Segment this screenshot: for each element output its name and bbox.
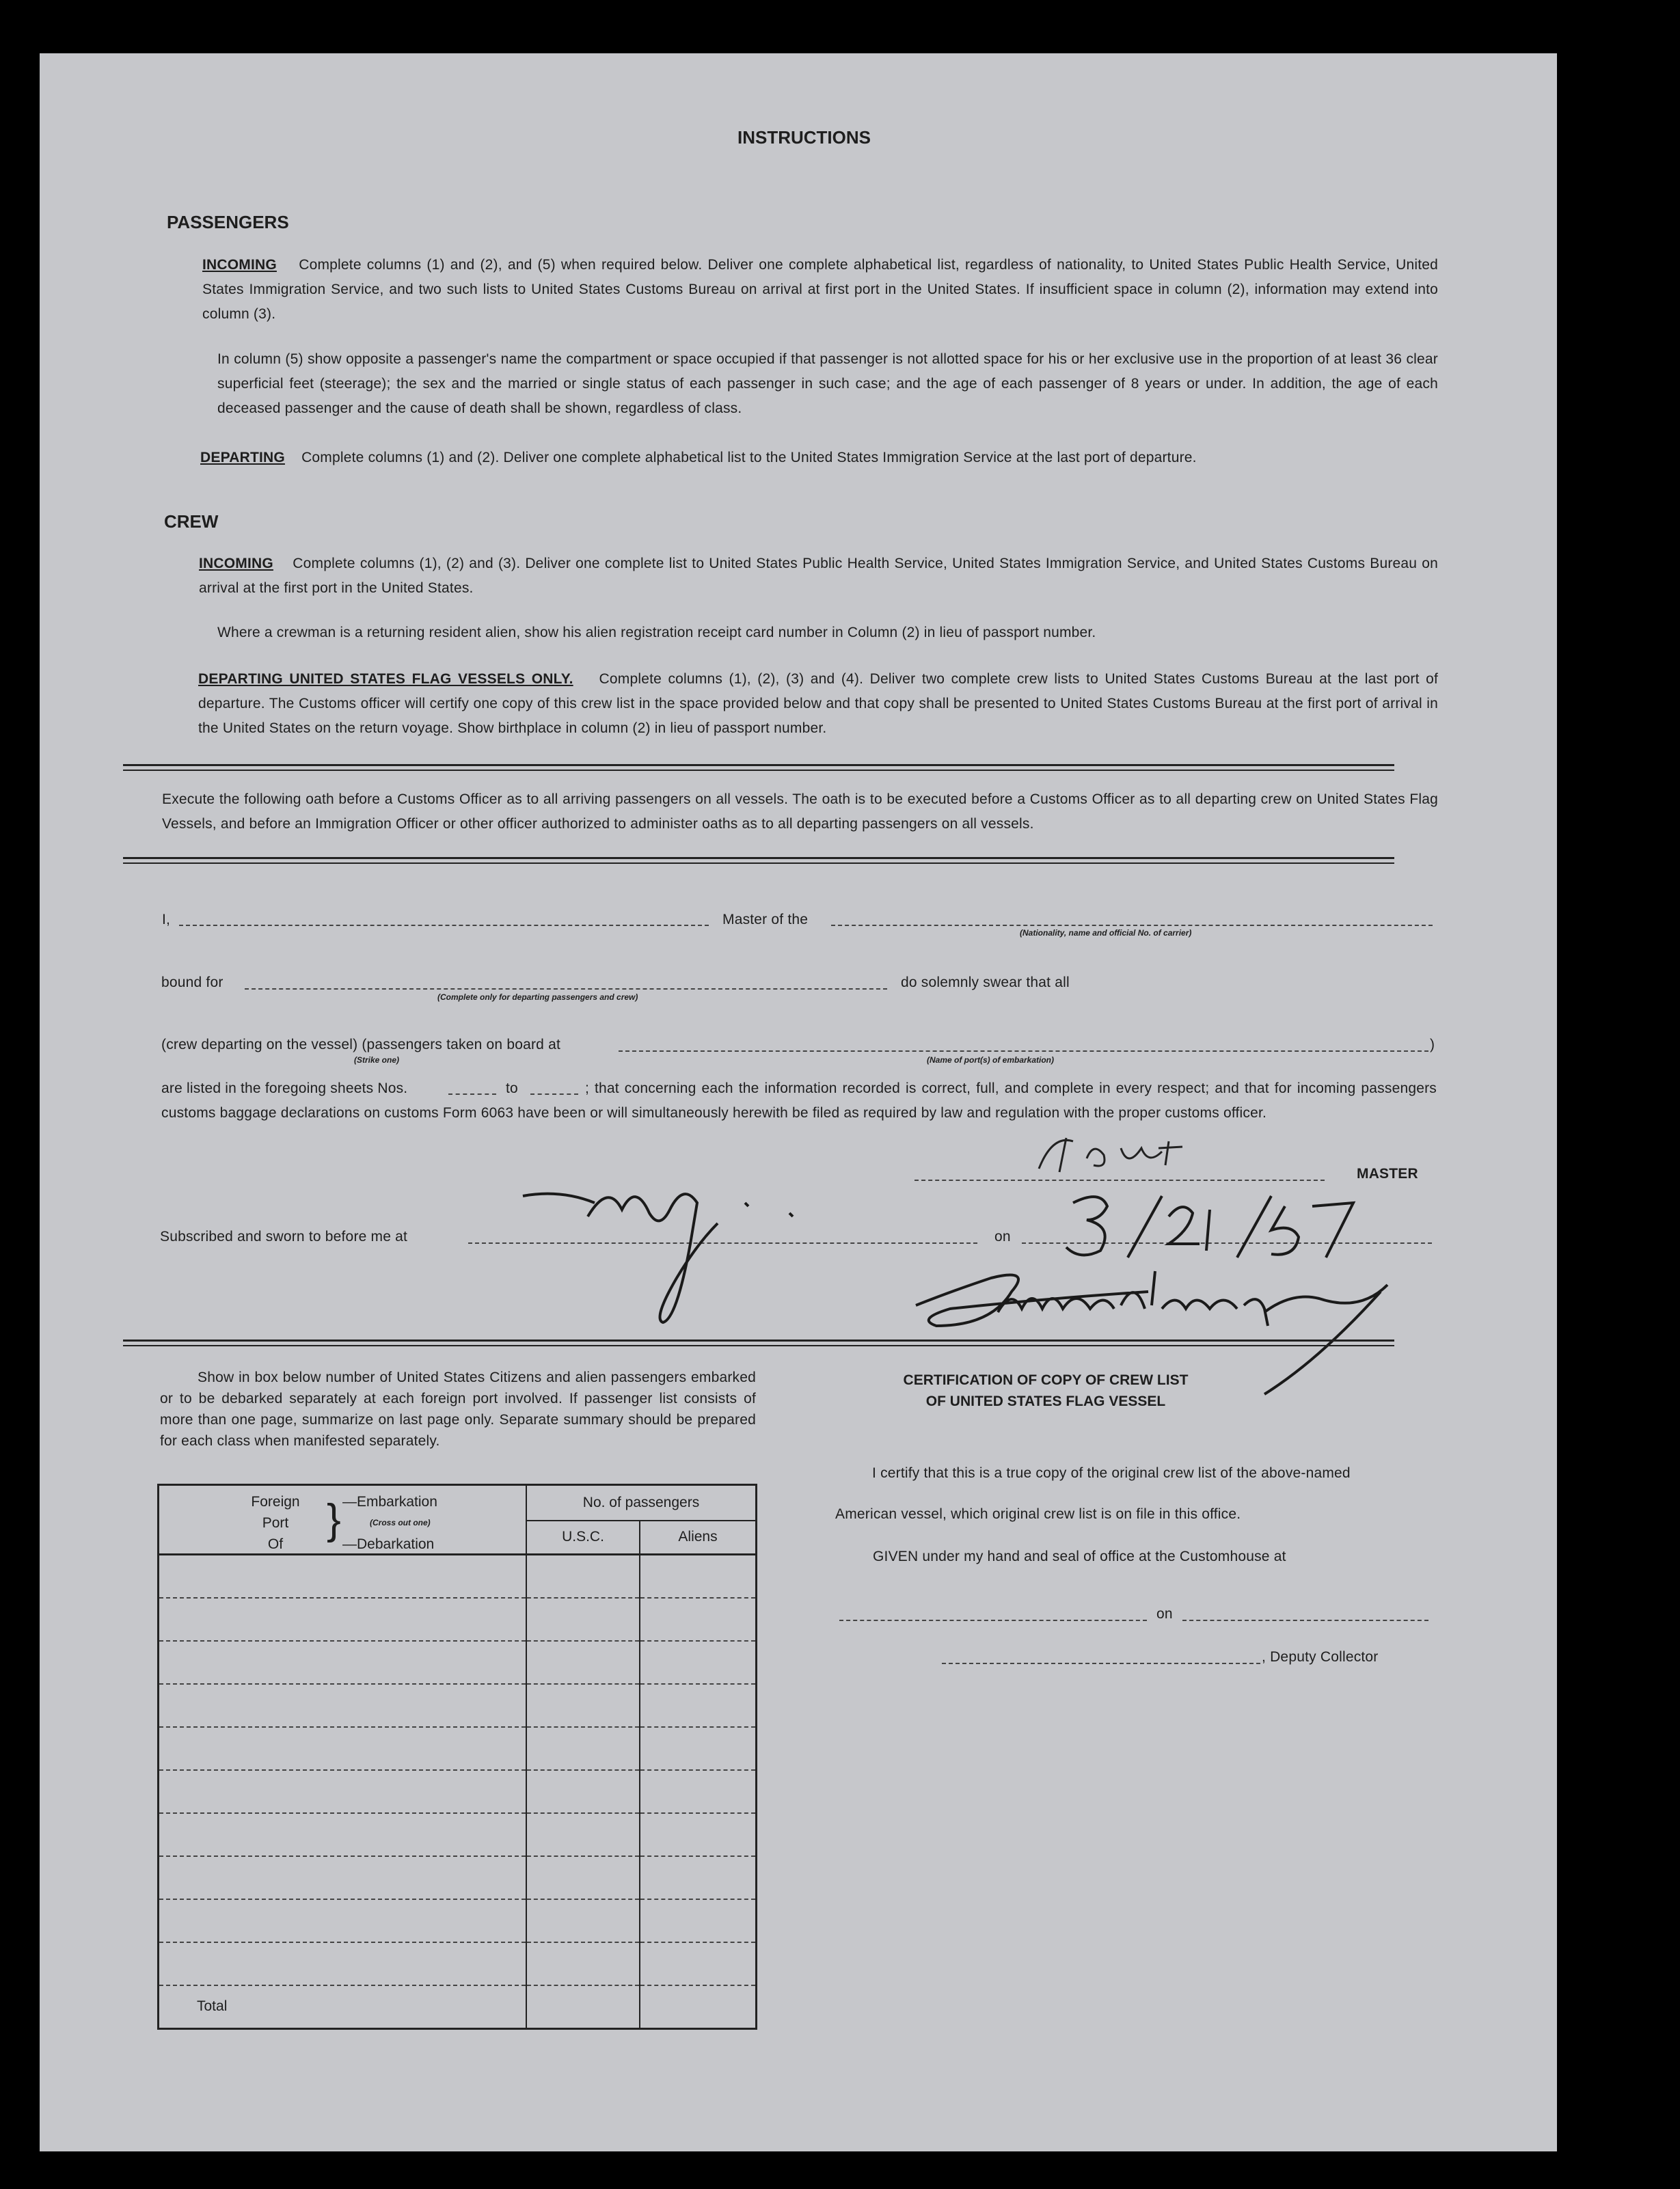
aliens-cell[interactable] xyxy=(640,1856,757,1899)
port-cell[interactable] xyxy=(159,1684,527,1727)
usc-cell[interactable] xyxy=(526,1770,640,1813)
usc-cell[interactable] xyxy=(526,1641,640,1684)
table-row xyxy=(159,1555,757,1599)
table-row xyxy=(159,1899,757,1942)
port-cell[interactable] xyxy=(159,1727,527,1770)
bound-for-field[interactable] xyxy=(245,988,887,990)
master-signature-ink xyxy=(1025,1128,1230,1182)
passengers-incoming-text: Complete columns (1) and (2), and (5) when required below. Deliver one complete alphabetical list, regardless of nationality, to United States Public Health Service, United States Immigration Service, and two such lists to United States Customs Bureau on arrival at first port in the United States. If insufficient space in column (2), information may extend into column (3). xyxy=(202,257,1439,322)
embark-debark-labels xyxy=(342,1491,437,1555)
brace-icon: } xyxy=(327,1496,341,1543)
port-cell[interactable] xyxy=(159,1899,527,1942)
sworn-on-label: on xyxy=(994,1229,1011,1245)
passengers-heading: PASSENGERS xyxy=(167,212,289,232)
passengers-departing-label: DEPARTING xyxy=(200,450,285,465)
strike-one-caption: (Strike one) xyxy=(354,1055,400,1065)
crew-heading: CREW xyxy=(164,511,219,532)
table-row xyxy=(159,1942,757,1985)
port-label: Port xyxy=(262,1515,289,1531)
crew-passengers-line: (crew departing on the vessel) (passengers taken on board at xyxy=(161,1037,560,1052)
bound-for-caption: (Complete only for departing passengers and crew) xyxy=(437,992,638,1002)
port-cell[interactable] xyxy=(159,1555,527,1599)
certification-line-1: I certify that this is a true copy of the original crew list of the above-named xyxy=(872,1465,1351,1481)
table-row xyxy=(159,1598,757,1641)
handwritten-date-text xyxy=(1162,1216,1184,1224)
swear-text: do solemnly swear that all xyxy=(901,975,1070,990)
usc-header: U.S.C. xyxy=(526,1521,640,1555)
crew-incoming-label: INCOMING xyxy=(199,556,273,571)
no-of-passengers-header: No. of passengers xyxy=(526,1485,757,1521)
usc-cell[interactable] xyxy=(526,1813,640,1856)
aliens-cell[interactable] xyxy=(640,1942,757,1985)
certification-date-field[interactable] xyxy=(1182,1620,1428,1621)
passengers-incoming-para xyxy=(202,253,1438,327)
aliens-cell[interactable] xyxy=(640,1813,757,1856)
certification-heading xyxy=(841,1370,1251,1412)
usc-cell[interactable] xyxy=(526,1942,640,1985)
certification-line-2: American vessel, which original crew list is on file in this office. xyxy=(835,1506,1241,1522)
port-cell[interactable] xyxy=(159,1942,527,1985)
header-port-cell xyxy=(159,1485,527,1555)
total-row xyxy=(159,1985,757,2028)
port-header-labels xyxy=(248,1491,303,1555)
ports-caption: (Name of port(s) of embarkation) xyxy=(927,1055,1055,1065)
usc-cell[interactable] xyxy=(526,1727,640,1770)
ports-embarkation-field[interactable] xyxy=(619,1050,1428,1052)
aliens-header: Aliens xyxy=(640,1521,757,1555)
of-label: Of xyxy=(267,1536,284,1552)
usc-cell[interactable] xyxy=(526,1684,640,1727)
port-cell[interactable] xyxy=(159,1641,527,1684)
oath-i-label: I, xyxy=(162,912,171,927)
summary-instruction: Show in box below number of United States Citizens and alien passengers embarked or to be debarked separately at each foreign port involved. If passenger list consists of more than one page, summarize on last page only. Separate summary should be prepared for each class when manifested separately. xyxy=(160,1370,756,1449)
table-row xyxy=(159,1813,757,1856)
aliens-cell[interactable] xyxy=(640,1598,757,1641)
divider-line xyxy=(123,1345,1394,1346)
deputy-collector-label: , Deputy Collector xyxy=(1262,1649,1379,1665)
total-label: Total xyxy=(159,1985,527,2028)
debarkation-label: —Debarkation xyxy=(342,1536,435,1552)
divider-line xyxy=(123,764,1394,766)
port-cell[interactable] xyxy=(159,1813,527,1856)
divider-line xyxy=(123,862,1394,864)
oath-intro: Execute the following oath before a Customs Officer as to all arriving passengers on all vessels. The oath is to be executed before a Customs Officer as to all departing crew on United States Flag Vessels, and before an Immigration Officer or other officer authorized to administer oaths as to all departing passengers on all vessels. xyxy=(162,791,1438,832)
page-title: INSTRUCTIONS xyxy=(737,127,871,148)
customhouse-field[interactable] xyxy=(839,1620,1147,1621)
usc-cell[interactable] xyxy=(526,1598,640,1641)
divider-line xyxy=(123,857,1394,859)
listed-text-a: are listed in the foregoing sheets Nos. xyxy=(161,1080,408,1096)
usc-cell[interactable] xyxy=(526,1856,640,1899)
master-label: MASTER xyxy=(1357,1166,1418,1182)
listed-to-label: to xyxy=(506,1080,518,1096)
passengers-column5-para: In column (5) show opposite a passenger's name the compartment or space occupied if that passenger is not allotted space for his or her exclusive use in the proportion of at least 36 clear superficial feet (steerage); the sex and the married or single status of each passenger in such case; and the age of each passenger of 8 years or under. In addition, the age of each deceased passenger and the cause of death shall be shown, regardless of class. xyxy=(217,351,1438,416)
deputy-collector-signature-field[interactable] xyxy=(942,1663,1260,1664)
aliens-cell[interactable] xyxy=(640,1555,757,1599)
aliens-cell[interactable] xyxy=(640,1684,757,1727)
passenger-summary-table xyxy=(157,1484,757,2030)
foreign-label: Foreign xyxy=(251,1494,300,1510)
master-name-field[interactable] xyxy=(179,925,709,926)
cross-out-caption: (Cross out one) xyxy=(370,1518,431,1527)
total-usc-cell[interactable] xyxy=(526,1985,640,2028)
port-cell[interactable] xyxy=(159,1770,527,1813)
certification-on-label: on xyxy=(1156,1606,1173,1622)
passengers-departing-text: Complete columns (1) and (2). Deliver one complete alphabetical list to the United States Immigration Service at the last port of departure. xyxy=(301,450,1197,465)
aliens-cell[interactable] xyxy=(640,1727,757,1770)
handwritten-place-ink xyxy=(519,1162,807,1340)
listed-text-b: ; that concerning each the information recorded is correct, full, and complete in every respect; and that for incoming passengers customs baggage declarations on customs Form 6063 have been or will simultaneously herewith be filed as required by law and regulation with the proper customs officer. xyxy=(161,1080,1437,1121)
passengers-departing-para xyxy=(200,446,1438,470)
bound-for-label: bound for xyxy=(161,975,223,990)
carrier-caption: (Nationality, name and official No. of carrier) xyxy=(1020,928,1192,938)
table-row xyxy=(159,1727,757,1770)
total-aliens-cell[interactable] xyxy=(640,1985,757,2028)
aliens-cell[interactable] xyxy=(640,1770,757,1813)
crew-incoming-para xyxy=(199,552,1438,601)
crew-incoming-text: Complete columns (1), (2) and (3). Deliver one complete list to United States Public Health Service, United States Immigration Service, and United States Customs Bureau on arrival at the first port in the United States. xyxy=(199,556,1438,596)
table-row xyxy=(159,1856,757,1899)
crew-departing-label: DEPARTING UNITED STATES FLAG VESSELS ONLY. xyxy=(198,671,573,687)
divider-line xyxy=(123,770,1394,771)
master-of-the-label: Master of the xyxy=(722,912,809,927)
divider-line xyxy=(123,1340,1394,1342)
certification-heading-line1: CERTIFICATION OF COPY OF CREW LIST xyxy=(903,1372,1189,1388)
port-cell[interactable] xyxy=(159,1598,527,1641)
subscribed-label: Subscribed and sworn to before me at xyxy=(160,1229,408,1245)
usc-cell[interactable] xyxy=(526,1899,640,1942)
crew-departing-para xyxy=(198,667,1438,741)
aliens-cell[interactable] xyxy=(640,1899,757,1942)
aliens-cell[interactable] xyxy=(640,1641,757,1684)
handwritten-place-text xyxy=(649,1216,662,1224)
handwritten-place xyxy=(519,1162,807,1343)
crew-resident-alien-para: Where a crewman is a returning resident alien, show his alien registration receipt card number in Column (2) in lieu of passport number. xyxy=(217,625,1096,640)
carrier-field[interactable] xyxy=(831,925,1433,926)
table-row xyxy=(159,1684,757,1727)
officer-signature-text xyxy=(1025,1285,1066,1292)
crew-departing-text: Complete columns (1), (2), (3) and (4). Deliver two complete crew lists to United States Customs Bureau at the last port of departure. The Customs officer will certify one copy of this crew list in the space provided below and that copy shall be presented to United States Customs Bureau at the first port of arrival in the United States on the return voyage. Show birthplace in column (2) in lieu of passport number. xyxy=(198,671,1439,736)
master-signature-text xyxy=(1159,1128,1190,1135)
embarkation-label: —Embarkation xyxy=(342,1494,437,1510)
certification-heading-line2: OF UNITED STATES FLAG VESSEL xyxy=(925,1393,1166,1409)
close-paren: ) xyxy=(1430,1037,1435,1052)
certification-line-3: GIVEN under my hand and seal of office at the Customhouse at xyxy=(873,1549,1286,1564)
master-signature xyxy=(1025,1128,1230,1186)
passengers-incoming-label: INCOMING xyxy=(202,257,277,273)
table-row xyxy=(159,1641,757,1684)
usc-cell[interactable] xyxy=(526,1555,640,1599)
port-cell[interactable] xyxy=(159,1856,527,1899)
table-row xyxy=(159,1770,757,1813)
